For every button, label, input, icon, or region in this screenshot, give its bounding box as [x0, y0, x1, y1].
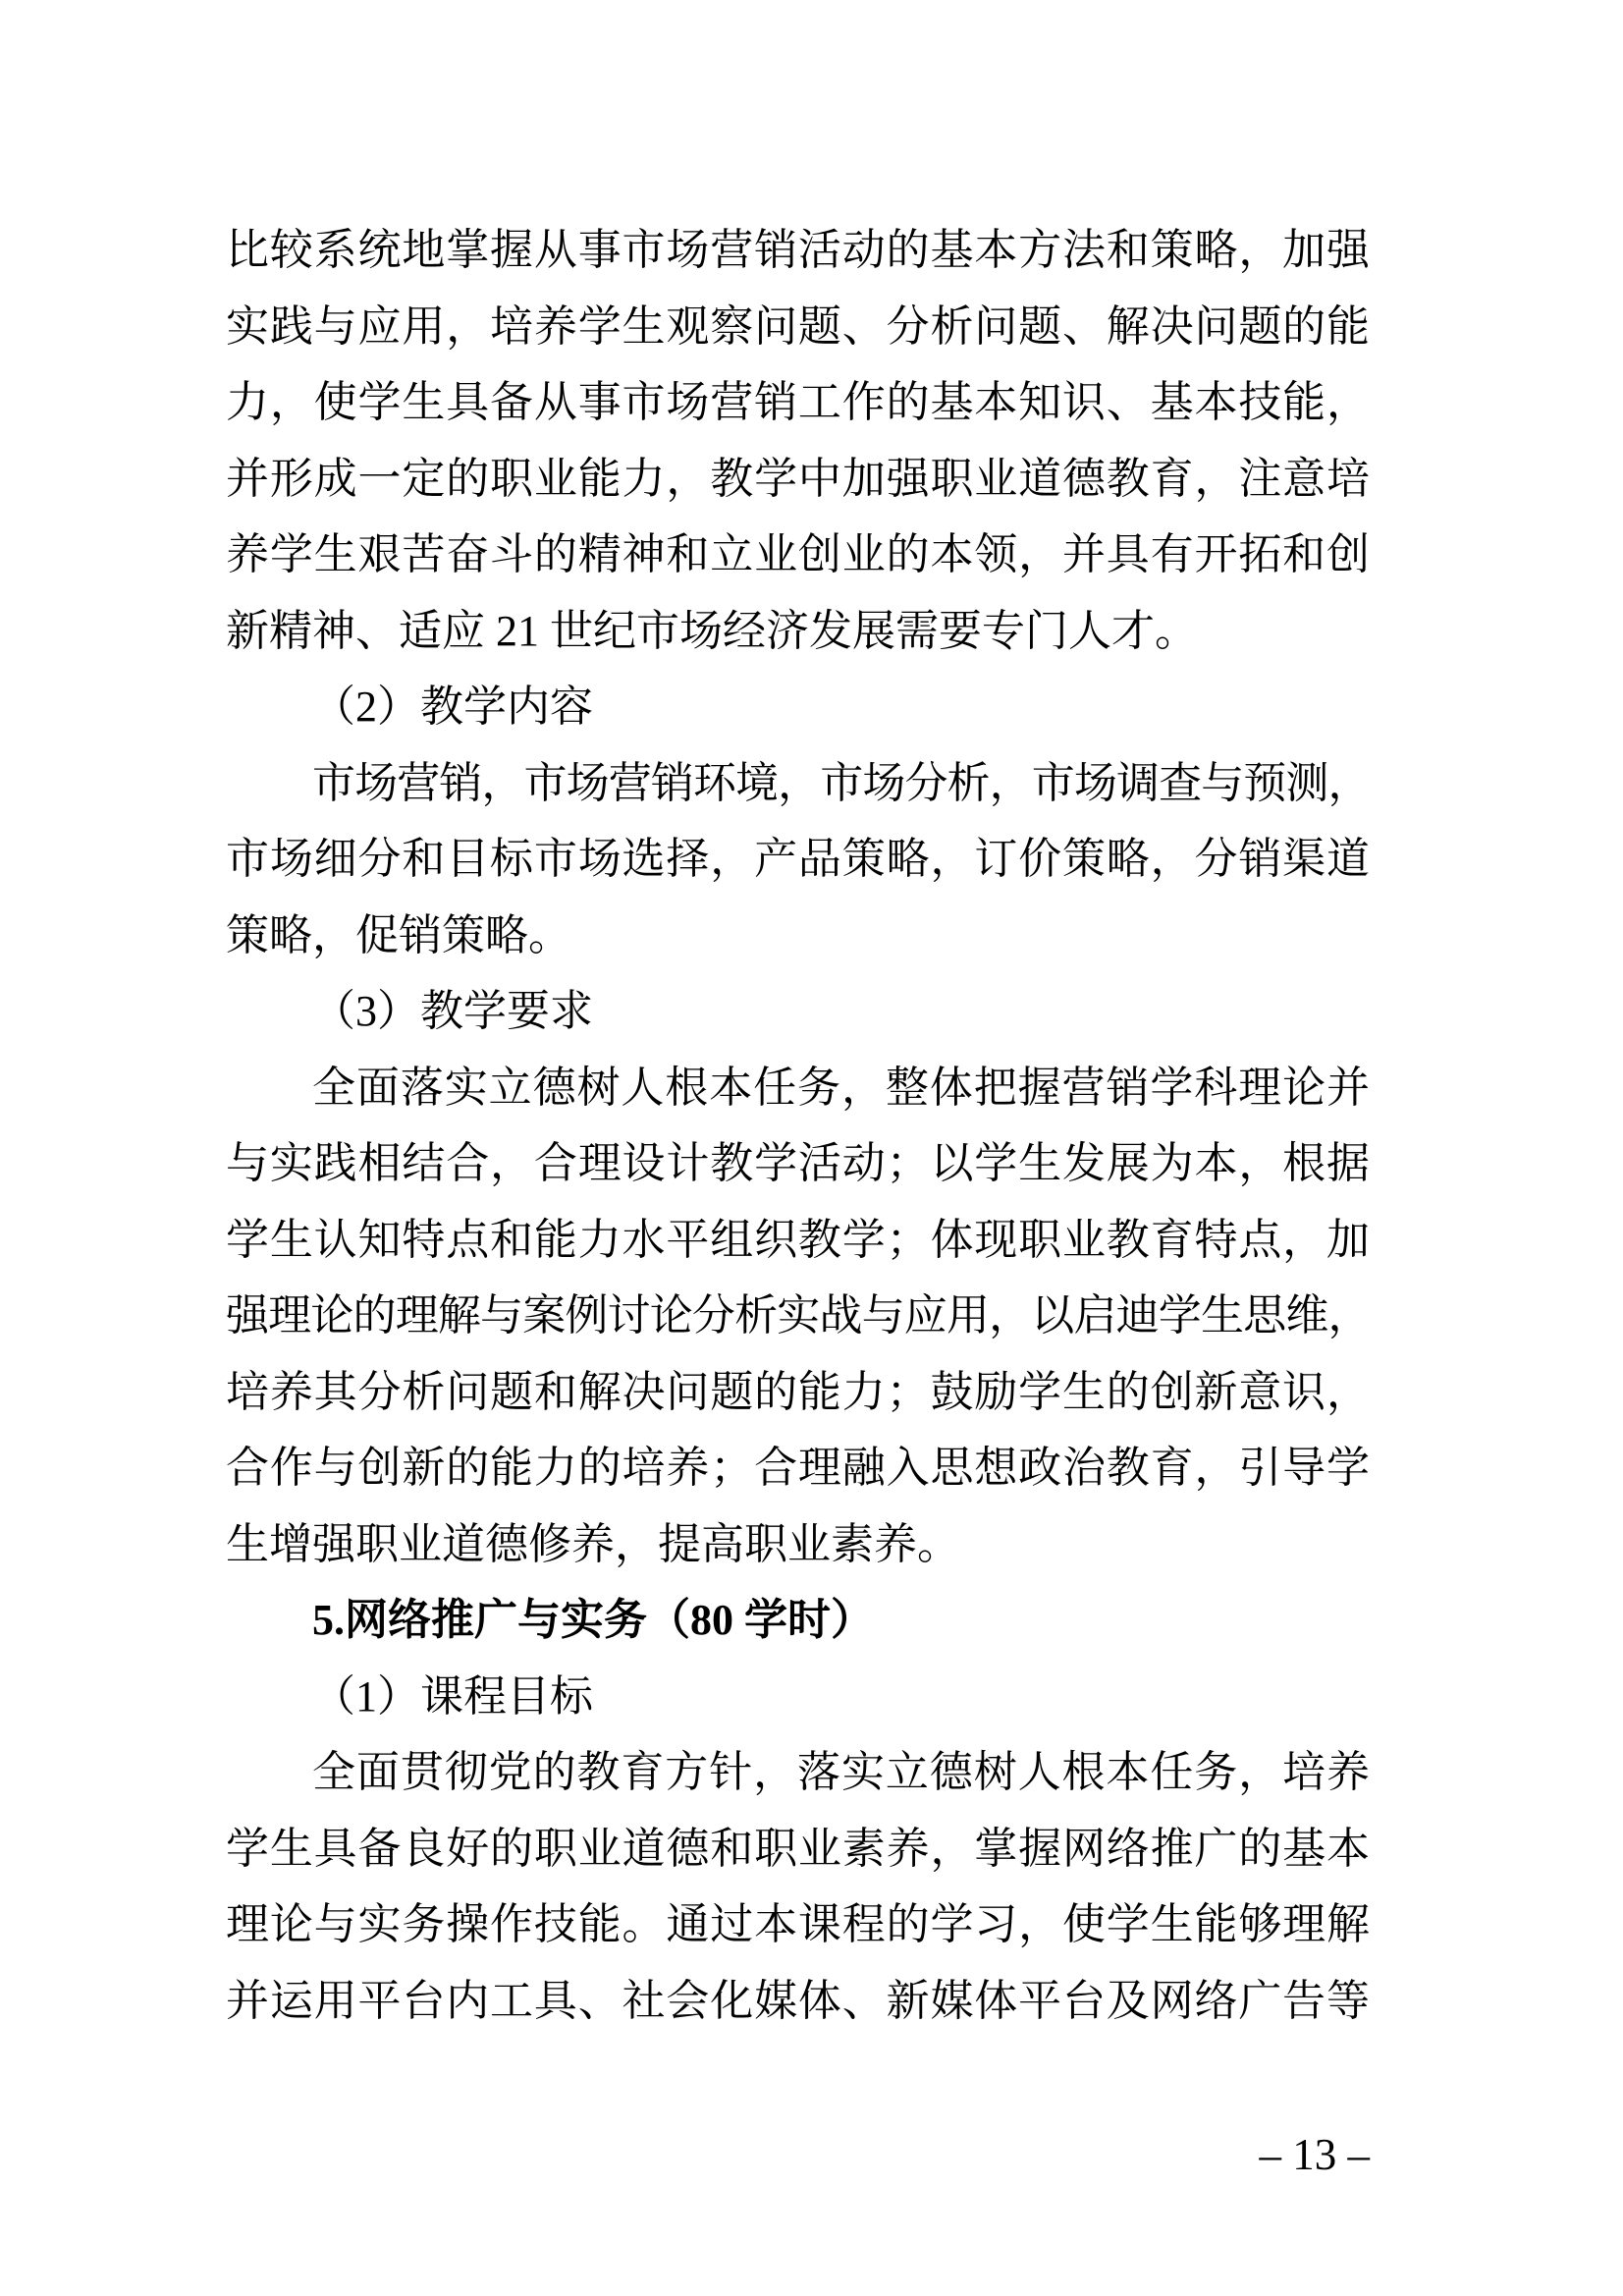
text-line: 养学生艰苦奋斗的精神和立业创业的本领，并具有开拓和创 [226, 530, 1370, 578]
text-line: 合作与创新的能力的培养；合理融入思想政治教育，引导学 [226, 1444, 1370, 1492]
page-number: – 13 – [1259, 2130, 1370, 2179]
subsection-heading: （3）教学要求 [312, 987, 593, 1035]
text-line: 生增强职业道德修养，提高职业素养。 [226, 1519, 960, 1568]
subsection-heading: （1）课程目标 [312, 1671, 593, 1721]
text-line: 力，使学生具备从事市场营销工作的基本知识、基本技能， [226, 378, 1370, 426]
text-line: 策略，促销策略。 [226, 910, 571, 959]
text-line: 培养其分析问题和解决问题的能力；鼓励学生的创新意识， [226, 1367, 1370, 1416]
text-line: 学生认知特点和能力水平组织教学；体现职业教育特点，加 [226, 1215, 1370, 1264]
text-line: 全面落实立德树人根本任务，整体把握营销学科理论并 [312, 1063, 1370, 1112]
text-line: 与实践相结合，合理设计教学活动；以学生发展为本，根据 [226, 1139, 1370, 1187]
text-line: 学生具备良好的职业道德和职业素养，掌握网络推广的基本 [226, 1824, 1370, 1873]
text-line: 新精神、适应 21 世纪市场经济发展需要专门人才。 [226, 606, 1198, 655]
text-line: 理论与实务操作技能。通过本课程的学习，使学生能够理解 [226, 1900, 1370, 1948]
section-heading: 5.网络推广与实务（80 学时） [312, 1596, 874, 1644]
text-line: 全面贯彻党的教育方针，落实立德树人根本任务，培养 [312, 1748, 1370, 1796]
text-line: 并形成一定的职业能力，教学中加强职业道德教育，注意培 [226, 454, 1370, 503]
text-line: 市场细分和目标市场选择，产品策略，订价策略，分销渠道 [226, 835, 1370, 883]
subsection-heading: （2）教学内容 [312, 683, 593, 731]
text-line: 实践与应用，培养学生观察问题、分析问题、解决问题的能 [226, 301, 1370, 351]
page-body-text [226, 212, 1370, 2039]
text-line: 比较系统地掌握从事市场营销活动的基本方法和策略，加强 [226, 226, 1370, 274]
text-line: 市场营销，市场营销环境，市场分析，市场调查与预测， [312, 758, 1370, 807]
text-line: 并运用平台内工具、社会化媒体、新媒体平台及网络广告等 [226, 1976, 1370, 2025]
text-line: 强理论的理解与案例讨论分析实战与应用，以启迪学生思维， [226, 1291, 1370, 1339]
